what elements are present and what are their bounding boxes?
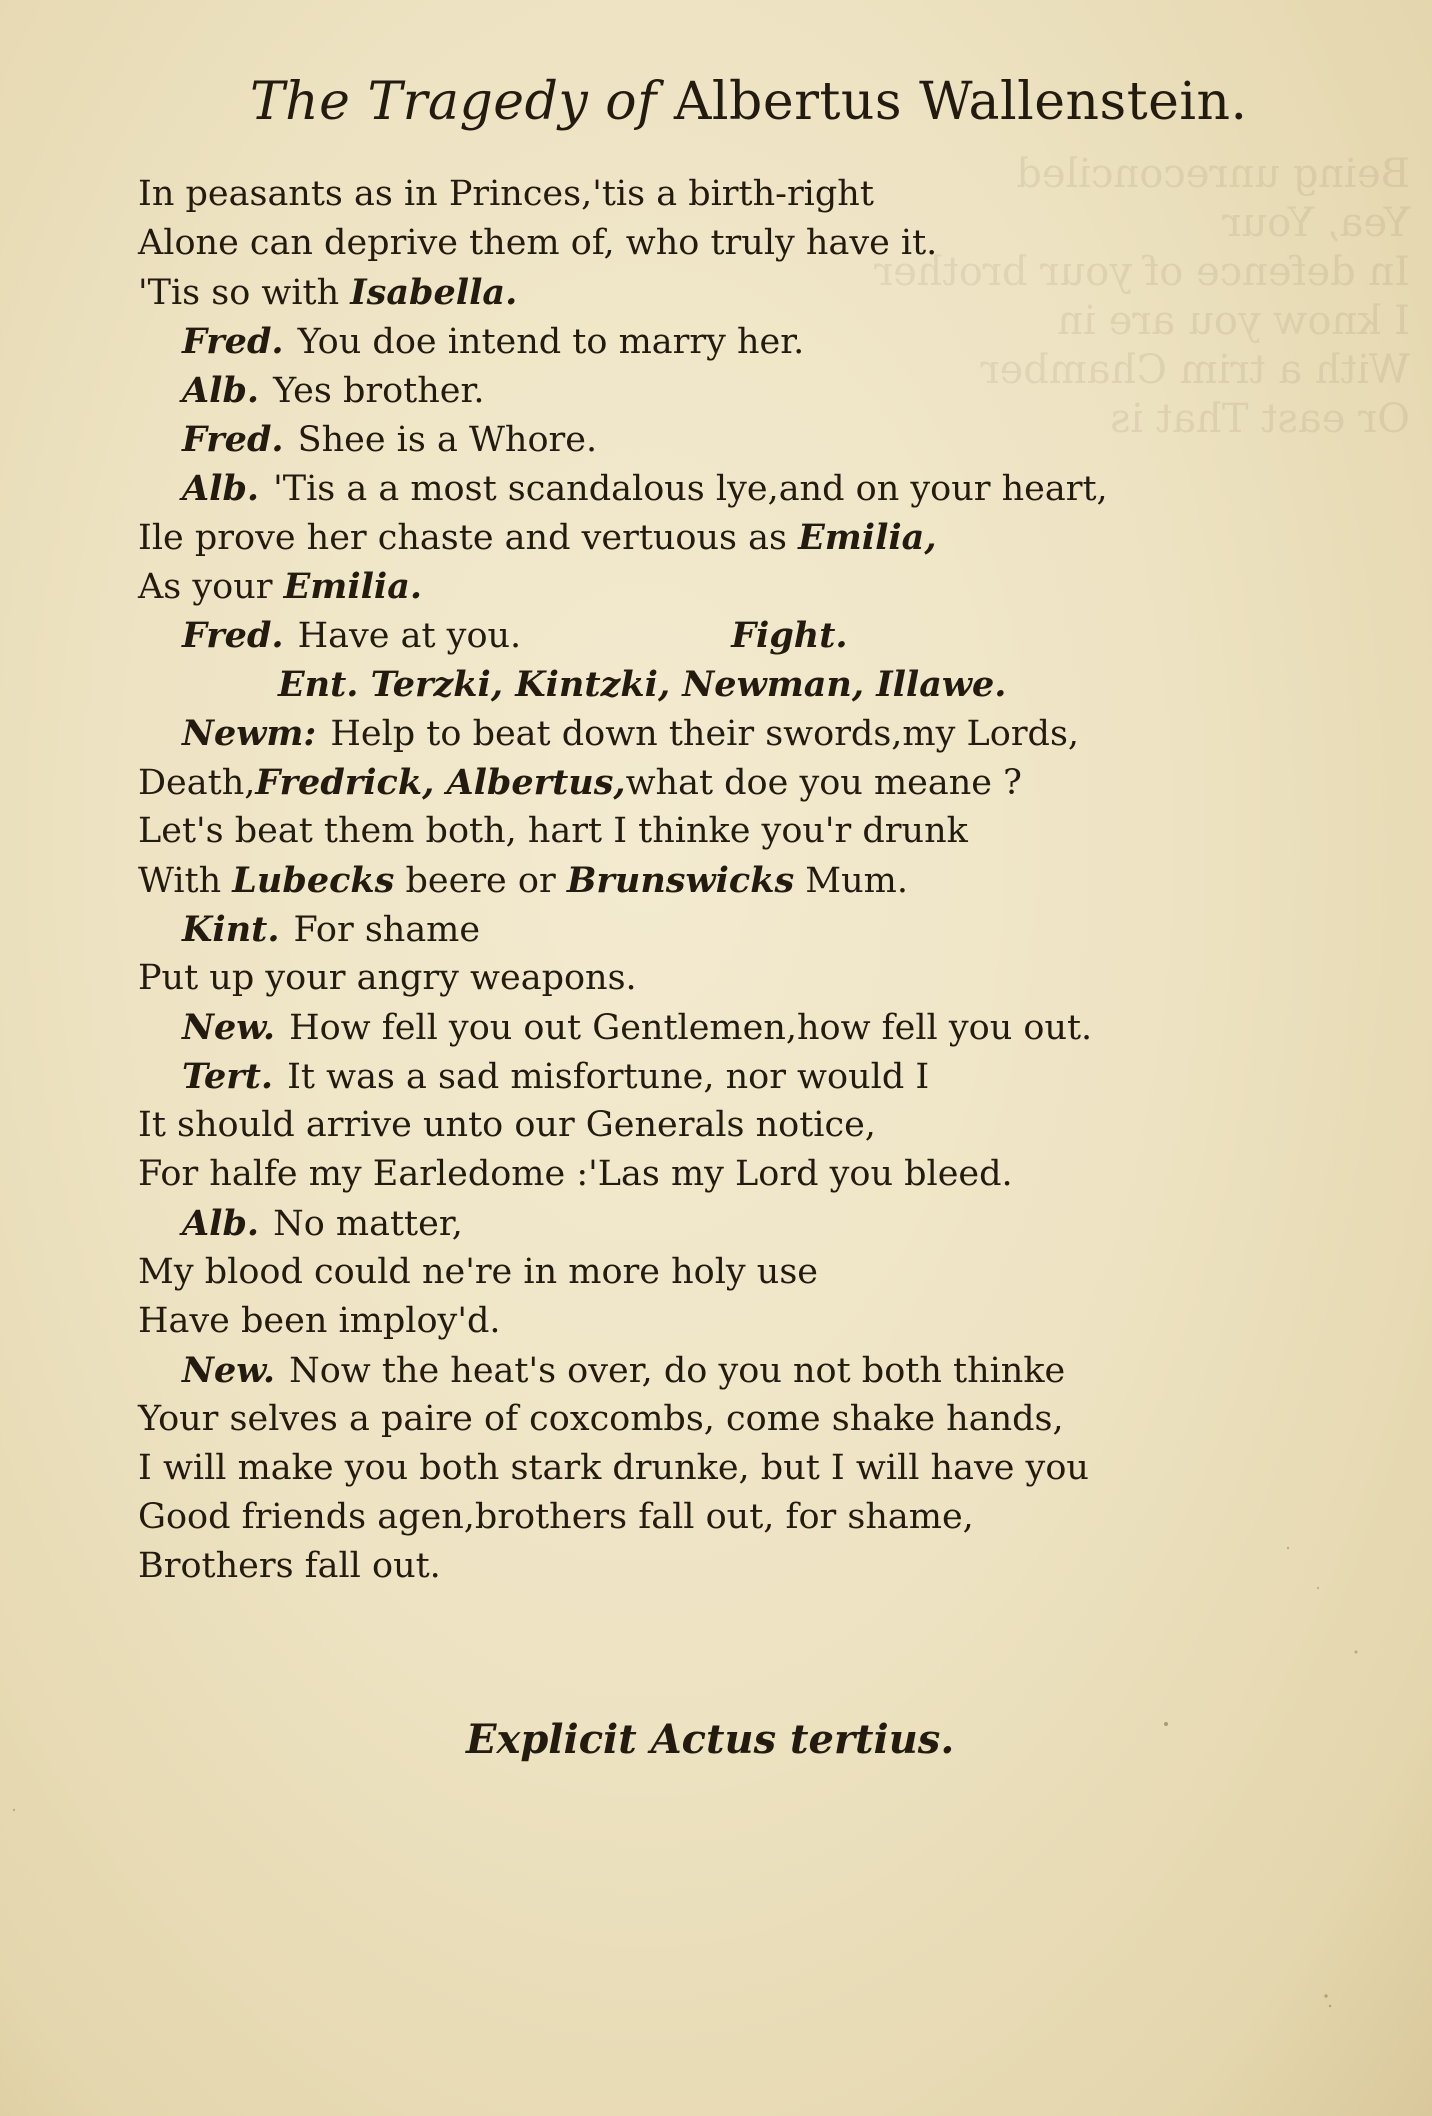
text-line: For halfe my Earledome :'Las my Lord you bleed. bbox=[138, 1154, 1013, 1194]
speaker-name: Fred. bbox=[182, 321, 284, 362]
speaker-name: New. bbox=[182, 1350, 276, 1391]
header-title-italic: The Tragedy of bbox=[250, 72, 657, 132]
speaker-name: Kint. bbox=[182, 909, 280, 950]
text-line: Let's beat them both, hart I thinke you'r drunk bbox=[138, 811, 968, 851]
text-line: 'Tis so with Isabella. bbox=[138, 272, 518, 313]
speech-line: Fred. Have at you. Fight. bbox=[182, 615, 848, 656]
speech-line: Alb. 'Tis a a most scandalous lye,and on your heart, bbox=[182, 468, 1108, 509]
act-end-colophon: Explicit Actus tertius. bbox=[466, 1716, 955, 1763]
speaker-name: Alb. bbox=[182, 370, 260, 411]
show-through-text: Being unreconciled Yea, Your In defence of your brother I know you are in With a trim Chamber Or east That is bbox=[874, 151, 1410, 442]
text-line: Your selves a paire of coxcombs, come shake hands, bbox=[138, 1399, 1064, 1439]
text-line: Put up your angry weapons. bbox=[138, 958, 637, 998]
text-line: My blood could ne're in more holy use bbox=[138, 1252, 819, 1292]
text-line: Good friends agen,brothers fall out, for shame, bbox=[138, 1497, 974, 1537]
play-text bbox=[138, 170, 1198, 1591]
text-line: Have been imploy'd. bbox=[138, 1301, 501, 1341]
speech-line: Fred. You doe intend to marry her. bbox=[182, 321, 805, 362]
speaker-name: New. bbox=[182, 1007, 276, 1048]
speaker-name: Newm: bbox=[182, 713, 317, 754]
speech-line: Newm: Help to beat down their swords,my Lords, bbox=[182, 713, 1080, 754]
speech-line: Alb. Yes brother. bbox=[182, 370, 485, 411]
text-line: Ile prove her chaste and vertuous as Emilia, bbox=[138, 517, 937, 558]
text-line: As your Emilia. bbox=[138, 566, 423, 607]
speaker-name: Tert. bbox=[182, 1056, 274, 1097]
stage-direction-line: Ent. Terzki, Kintzki, Newman, Illawe. bbox=[278, 664, 1007, 705]
speech-line: New. How fell you out Gentlemen,how fell you out. bbox=[182, 1007, 1093, 1048]
text-line: In peasants as in Princes,'tis a birth-right bbox=[138, 174, 874, 214]
speaker-name: Alb. bbox=[182, 468, 260, 509]
header-title-roman: Albertus Wallenstein. bbox=[673, 72, 1248, 132]
speech-line: Kint. For shame bbox=[182, 909, 481, 950]
stage-direction: Fight. bbox=[731, 615, 848, 656]
speech-line: New. Now the heat's over, do you not both thinke bbox=[182, 1350, 1066, 1391]
speech-line: Alb. No matter, bbox=[182, 1203, 463, 1244]
speaker-name: Fred. bbox=[182, 615, 284, 656]
text-line: Alone can deprive them of, who truly have it. bbox=[138, 223, 938, 263]
text-line: I will make you both stark drunke, but I will have you bbox=[138, 1448, 1089, 1488]
speaker-name: Alb. bbox=[182, 1203, 260, 1244]
text-line: With Lubecks beere or Brunswicks Mum. bbox=[138, 860, 908, 901]
text-line: Death,Fredrick, Albertus,what doe you meane ? bbox=[138, 762, 1022, 803]
speech-line: Tert. It was a sad misfortune, nor would I bbox=[182, 1056, 930, 1097]
running-header bbox=[250, 72, 1248, 132]
text-line: Brothers fall out. bbox=[138, 1546, 441, 1586]
speech-line: Fred. Shee is a Whore. bbox=[182, 419, 598, 460]
text-line: It should arrive unto our Generals notice, bbox=[138, 1105, 876, 1145]
speaker-name: Fred. bbox=[182, 419, 284, 460]
